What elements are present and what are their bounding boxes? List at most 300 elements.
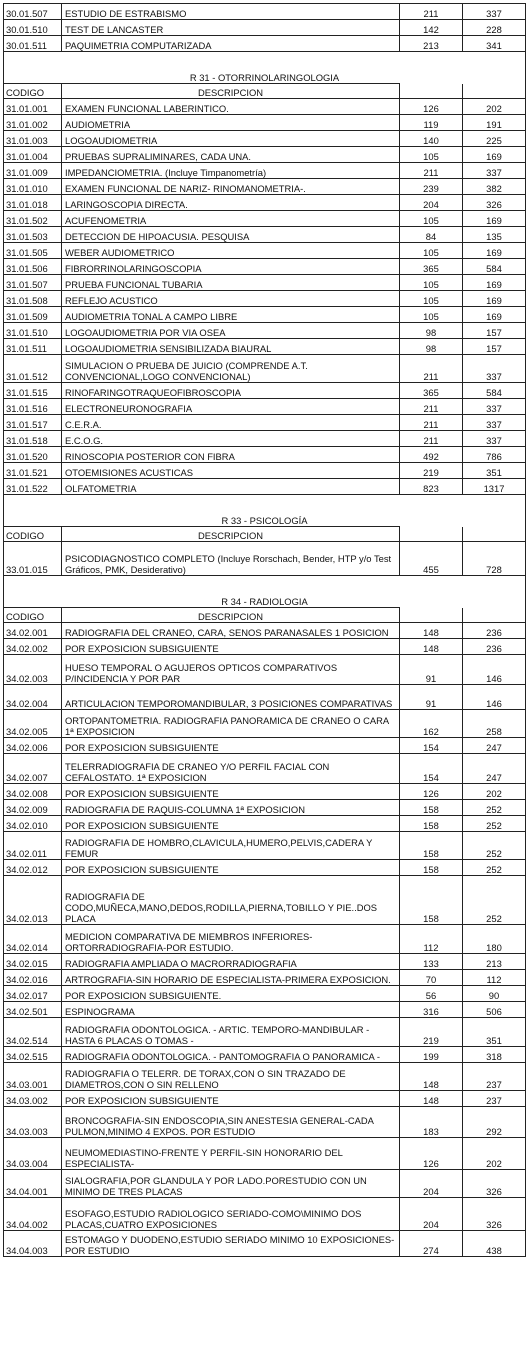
value-2-cell: 438 — [463, 1231, 526, 1257]
table-row — [4, 1047, 526, 1063]
description-cell: EXAMEN FUNCIONAL LABERINTICO. — [62, 99, 400, 115]
description-cell: PAQUIMETRIA COMPUTARIZADA — [62, 36, 400, 52]
description-cell: RADIOGRAFIA ODONTOLOGICA. - PANTOMOGRAFIA O PANORAMICA - — [62, 1047, 400, 1063]
code-cell: 34.02.008 — [4, 784, 62, 800]
description-cell: RADIOGRAFIA DE HOMBRO,CLAVICULA,HUMERO,PELVIS,CADERA Y FEMUR — [62, 832, 400, 860]
table-row — [4, 876, 526, 925]
table-row — [4, 447, 526, 463]
header-codigo: CODIGO — [4, 527, 62, 542]
value-1-cell: 211 — [400, 399, 463, 415]
value-2-cell: 236 — [463, 623, 526, 639]
code-cell: 34.02.501 — [4, 1002, 62, 1018]
value-2-cell: 351 — [463, 463, 526, 479]
description-cell: RADIOGRAFIA DEL CRANEO, CARA, SENOS PARANASALES 1 POSICION — [62, 623, 400, 639]
value-1-cell: 142 — [400, 20, 463, 36]
description-cell: RADIOGRAFIA DE CODO,MUÑECA,MANO,DEDOS,RODILLA,PIERNA,TOBILLO Y PIE..DOS PLACA — [62, 876, 400, 925]
code-cell: 34.04.001 — [4, 1170, 62, 1198]
value-1-cell: 219 — [400, 1018, 463, 1047]
description-cell: RADIOGRAFIA ODONTOLOGICA. - ARTIC. TEMPORO-MANDIBULAR - HASTA 6 PLACAS O TOMAS - — [62, 1018, 400, 1047]
section-title: R 33 - PSICOLOGÍA — [4, 511, 526, 527]
code-cell: 34.02.005 — [4, 710, 62, 738]
code-cell: 31.01.502 — [4, 211, 62, 227]
value-1-cell: 211 — [400, 415, 463, 431]
table-row — [4, 179, 526, 195]
value-1-cell: 158 — [400, 876, 463, 925]
description-cell: LOGOAUDIOMETRIA POR VIA OSEA — [62, 323, 400, 339]
header-descripcion: DESCRIPCION — [62, 608, 400, 623]
table-row — [4, 1018, 526, 1047]
value-2-cell: 506 — [463, 1002, 526, 1018]
value-2-cell: 169 — [463, 307, 526, 323]
table-row — [4, 211, 526, 227]
description-cell: ESTUDIO DE ESTRABISMO — [62, 4, 400, 20]
code-cell: 33.01.015 — [4, 542, 62, 576]
table-row — [4, 291, 526, 307]
table-row — [4, 1002, 526, 1018]
value-2-cell: 90 — [463, 986, 526, 1002]
value-1-cell: 105 — [400, 275, 463, 291]
table-row — [4, 986, 526, 1002]
code-cell: 31.01.515 — [4, 383, 62, 399]
column-header-row — [4, 527, 526, 542]
value-1-cell: 455 — [400, 542, 463, 576]
value-2-cell: 202 — [463, 99, 526, 115]
value-2-cell: 318 — [463, 1047, 526, 1063]
section-title: R 34 - RADIOLOGIA — [4, 592, 526, 608]
code-cell: 34.02.010 — [4, 816, 62, 832]
table-row — [4, 1138, 526, 1170]
value-1-cell: 133 — [400, 954, 463, 970]
description-cell: IMPEDANCIOMETRIA. (Incluye Timpanometría) — [62, 163, 400, 179]
code-cell: 31.01.509 — [4, 307, 62, 323]
value-2-cell: 146 — [463, 685, 526, 710]
value-2-cell: 202 — [463, 1138, 526, 1170]
value-1-cell: 823 — [400, 479, 463, 495]
value-2-cell: 169 — [463, 275, 526, 291]
table-row — [4, 99, 526, 115]
code-cell: 34.02.016 — [4, 970, 62, 986]
code-cell: 34.03.001 — [4, 1063, 62, 1091]
code-cell: 31.01.506 — [4, 259, 62, 275]
value-1-cell: 126 — [400, 784, 463, 800]
description-cell: SIMULACION O PRUEBA DE JUICIO (COMPRENDE A.T. CONVENCIONAL,LOGO CONVENCIONAL) — [62, 355, 400, 383]
code-cell: 31.01.507 — [4, 275, 62, 291]
code-cell: 34.03.004 — [4, 1138, 62, 1170]
code-cell: 31.01.518 — [4, 431, 62, 447]
description-cell: RADIOGRAFIA AMPLIADA O MACRORRADIOGRAFIA — [62, 954, 400, 970]
description-cell: ACUFENOMETRIA — [62, 211, 400, 227]
code-cell: 30.01.511 — [4, 36, 62, 52]
value-2-cell: 191 — [463, 115, 526, 131]
header-value-2 — [463, 527, 526, 542]
value-1-cell: 148 — [400, 623, 463, 639]
description-cell: HUESO TEMPORAL O AGUJEROS OPTICOS COMPARATIVOS P/INCIDENCIA Y POR PAR — [62, 655, 400, 685]
code-cell: 34.02.007 — [4, 754, 62, 784]
value-2-cell: 337 — [463, 399, 526, 415]
table-row — [4, 399, 526, 415]
code-cell: 31.01.516 — [4, 399, 62, 415]
value-1-cell: 119 — [400, 115, 463, 131]
value-2-cell: 237 — [463, 1063, 526, 1091]
value-2-cell: 252 — [463, 816, 526, 832]
description-cell: ARTICULACION TEMPOROMANDIBULAR, 3 POSICIONES COMPARATIVAS — [62, 685, 400, 710]
table-row — [4, 655, 526, 685]
table-row — [4, 639, 526, 655]
value-1-cell: 98 — [400, 323, 463, 339]
code-cell: 30.01.507 — [4, 4, 62, 20]
value-1-cell: 105 — [400, 211, 463, 227]
description-cell: MEDICION COMPARATIVA DE MIEMBROS INFERIORES-ORTORRADIOGRAFIA-POR ESTUDIO. — [62, 925, 400, 954]
value-2-cell: 326 — [463, 1198, 526, 1231]
value-2-cell: 225 — [463, 131, 526, 147]
value-1-cell: 148 — [400, 1063, 463, 1091]
value-1-cell: 98 — [400, 339, 463, 355]
description-cell: TEST DE LANCASTER — [62, 20, 400, 36]
header-value-2 — [463, 84, 526, 99]
table-row — [4, 463, 526, 479]
value-2-cell: 382 — [463, 179, 526, 195]
code-cell: 31.01.511 — [4, 339, 62, 355]
value-1-cell: 492 — [400, 447, 463, 463]
header-codigo: CODIGO — [4, 608, 62, 623]
table-row — [4, 970, 526, 986]
description-cell: LARINGOSCOPIA DIRECTA. — [62, 195, 400, 211]
value-1-cell: 126 — [400, 1138, 463, 1170]
value-2-cell: 786 — [463, 447, 526, 463]
table-row — [4, 339, 526, 355]
spacer-cell — [4, 52, 526, 69]
value-2-cell: 247 — [463, 754, 526, 784]
table-row — [4, 431, 526, 447]
value-1-cell: 105 — [400, 291, 463, 307]
description-cell: ORTOPANTOMETRIA. RADIOGRAFIA PANORAMICA DE CRANEO O CARA 1ª EXPOSICION — [62, 710, 400, 738]
description-cell: C.E.R.A. — [62, 415, 400, 431]
value-1-cell: 158 — [400, 800, 463, 816]
description-cell: DETECCION DE HIPOACUSIA. PESQUISA — [62, 227, 400, 243]
table-row — [4, 784, 526, 800]
value-2-cell: 337 — [463, 163, 526, 179]
code-cell: 34.02.012 — [4, 860, 62, 876]
code-cell: 31.01.510 — [4, 323, 62, 339]
description-cell: POR EXPOSICION SUBSIGUIENTE — [62, 860, 400, 876]
value-1-cell: 199 — [400, 1047, 463, 1063]
table-row — [4, 163, 526, 179]
value-2-cell: 252 — [463, 800, 526, 816]
code-cell: 31.01.010 — [4, 179, 62, 195]
code-cell: 34.02.002 — [4, 639, 62, 655]
value-2-cell: 337 — [463, 415, 526, 431]
value-1-cell: 105 — [400, 147, 463, 163]
price-table — [3, 3, 526, 1257]
value-1-cell: 70 — [400, 970, 463, 986]
description-cell: AUDIOMETRIA TONAL A CAMPO LIBRE — [62, 307, 400, 323]
code-cell: 34.03.002 — [4, 1091, 62, 1107]
value-1-cell: 148 — [400, 639, 463, 655]
value-1-cell: 204 — [400, 195, 463, 211]
table-row — [4, 1198, 526, 1231]
description-cell: SIALOGRAFIA,POR GLANDULA Y POR LADO.PORESTUDIO CON UN MINIMO DE TRES PLACAS — [62, 1170, 400, 1198]
table-row — [4, 1107, 526, 1138]
description-cell: BRONCOGRAFIA-SIN ENDOSCOPIA,SIN ANESTESIA GENERAL-CADA PULMON,MINIMO 4 EXPOS. POR ESTUDIO — [62, 1107, 400, 1138]
value-2-cell: 112 — [463, 970, 526, 986]
value-2-cell: 341 — [463, 36, 526, 52]
description-cell: ARTROGRAFIA-SIN HORARIO DE ESPECIALISTA-PRIMERA EXPOSICION. — [62, 970, 400, 986]
value-2-cell: 351 — [463, 1018, 526, 1047]
code-cell: 34.04.002 — [4, 1198, 62, 1231]
table-row — [4, 275, 526, 291]
spacer-cell — [4, 495, 526, 512]
code-cell: 31.01.503 — [4, 227, 62, 243]
table-row — [4, 832, 526, 860]
description-cell: POR EXPOSICION SUBSIGUIENTE — [62, 784, 400, 800]
code-cell: 30.01.510 — [4, 20, 62, 36]
code-cell: 34.04.003 — [4, 1231, 62, 1257]
table-row — [4, 816, 526, 832]
value-1-cell: 158 — [400, 832, 463, 860]
description-cell: PRUEBAS SUPRALIMINARES, CADA UNA. — [62, 147, 400, 163]
header-value-2 — [463, 608, 526, 623]
code-cell: 31.01.517 — [4, 415, 62, 431]
code-cell: 34.02.014 — [4, 925, 62, 954]
table-row — [4, 710, 526, 738]
description-cell: NEUMOMEDIASTINO-FRENTE Y PERFIL-SIN HONORARIO DEL ESPECIALISTA- — [62, 1138, 400, 1170]
table-row — [4, 954, 526, 970]
value-1-cell: 365 — [400, 259, 463, 275]
value-2-cell: 584 — [463, 383, 526, 399]
table-row — [4, 1170, 526, 1198]
table-row — [4, 36, 526, 52]
value-2-cell: 169 — [463, 147, 526, 163]
value-1-cell: 158 — [400, 816, 463, 832]
value-1-cell: 211 — [400, 355, 463, 383]
value-2-cell: 326 — [463, 1170, 526, 1198]
value-2-cell: 247 — [463, 738, 526, 754]
description-cell: POR EXPOSICION SUBSIGUIENTE — [62, 1091, 400, 1107]
value-1-cell: 148 — [400, 1091, 463, 1107]
description-cell: POR EXPOSICION SUBSIGUIENTE. — [62, 986, 400, 1002]
value-2-cell: 157 — [463, 339, 526, 355]
table-row — [4, 1091, 526, 1107]
description-cell: RADIOGRAFIA DE RAQUIS-COLUMNA 1ª EXPOSICION — [62, 800, 400, 816]
description-cell: ESTOMAGO Y DUODENO,ESTUDIO SERIADO MINIMO 10 EXPOSICIONES-POR ESTUDIO — [62, 1231, 400, 1257]
table-row — [4, 479, 526, 495]
value-2-cell: 252 — [463, 876, 526, 925]
table-row — [4, 323, 526, 339]
header-value-1 — [400, 608, 463, 623]
description-cell: POR EXPOSICION SUBSIGUIENTE — [62, 816, 400, 832]
description-cell: OTOEMISIONES ACUSTICAS — [62, 463, 400, 479]
value-2-cell: 337 — [463, 355, 526, 383]
section-gap — [4, 52, 526, 69]
description-cell: AUDIOMETRIA — [62, 115, 400, 131]
value-1-cell: 213 — [400, 36, 463, 52]
header-descripcion: DESCRIPCION — [62, 84, 400, 99]
value-1-cell: 91 — [400, 685, 463, 710]
value-1-cell: 365 — [400, 383, 463, 399]
value-1-cell: 91 — [400, 655, 463, 685]
table-row — [4, 1063, 526, 1091]
value-2-cell: 337 — [463, 431, 526, 447]
value-1-cell: 162 — [400, 710, 463, 738]
value-2-cell: 169 — [463, 243, 526, 259]
table-row — [4, 383, 526, 399]
description-cell: WEBER AUDIOMETRICO — [62, 243, 400, 259]
code-cell: 34.02.009 — [4, 800, 62, 816]
table-row — [4, 685, 526, 710]
description-cell: POR EXPOSICION SUBSIGUIENTE — [62, 738, 400, 754]
value-2-cell: 1317 — [463, 479, 526, 495]
header-codigo: CODIGO — [4, 84, 62, 99]
value-1-cell: 158 — [400, 860, 463, 876]
code-cell: 34.02.514 — [4, 1018, 62, 1047]
section-gap — [4, 495, 526, 512]
code-cell: 31.01.018 — [4, 195, 62, 211]
value-2-cell: 237 — [463, 1091, 526, 1107]
code-cell: 34.03.003 — [4, 1107, 62, 1138]
value-1-cell: 211 — [400, 4, 463, 20]
code-cell: 31.01.002 — [4, 115, 62, 131]
value-2-cell: 326 — [463, 195, 526, 211]
table-row — [4, 307, 526, 323]
value-2-cell: 135 — [463, 227, 526, 243]
header-value-1 — [400, 84, 463, 99]
code-cell: 31.01.505 — [4, 243, 62, 259]
section-title-row — [4, 511, 526, 527]
value-1-cell: 274 — [400, 1231, 463, 1257]
section-title-row — [4, 592, 526, 608]
code-cell: 31.01.521 — [4, 463, 62, 479]
value-2-cell: 213 — [463, 954, 526, 970]
code-cell: 31.01.508 — [4, 291, 62, 307]
code-cell: 31.01.522 — [4, 479, 62, 495]
table-row — [4, 415, 526, 431]
code-cell: 34.02.015 — [4, 954, 62, 970]
value-1-cell: 239 — [400, 179, 463, 195]
value-1-cell: 183 — [400, 1107, 463, 1138]
value-2-cell: 169 — [463, 291, 526, 307]
description-cell: FIBRORRINOLARINGOSCOPIA — [62, 259, 400, 275]
header-value-1 — [400, 527, 463, 542]
table-row — [4, 227, 526, 243]
description-cell: PSICODIAGNOSTICO COMPLETO (Incluye Rorschach, Bender, HTP y/o Test Gráficos, PMK, Desiderativo) — [62, 542, 400, 576]
value-1-cell: 211 — [400, 163, 463, 179]
column-header-row — [4, 84, 526, 99]
value-2-cell: 228 — [463, 20, 526, 36]
description-cell: ESOFAGO,ESTUDIO RADIOLOGICO SERIADO-COMO\MINIMO DOS PLACAS,CUATRO EXPOSICIONES — [62, 1198, 400, 1231]
code-cell: 34.02.011 — [4, 832, 62, 860]
value-2-cell: 180 — [463, 925, 526, 954]
table-row — [4, 925, 526, 954]
code-cell: 31.01.009 — [4, 163, 62, 179]
value-2-cell: 252 — [463, 832, 526, 860]
table-row — [4, 243, 526, 259]
code-cell: 34.02.013 — [4, 876, 62, 925]
value-2-cell: 169 — [463, 211, 526, 227]
value-1-cell: 154 — [400, 738, 463, 754]
value-1-cell: 105 — [400, 307, 463, 323]
value-2-cell: 728 — [463, 542, 526, 576]
value-2-cell: 292 — [463, 1107, 526, 1138]
value-1-cell: 316 — [400, 1002, 463, 1018]
code-cell: 34.02.006 — [4, 738, 62, 754]
code-cell: 34.02.003 — [4, 655, 62, 685]
description-cell: TELERRADIOGRAFIA DE CRANEO Y/O PERFIL FACIAL CON CEFALOSTATO. 1ª EXPOSICION — [62, 754, 400, 784]
section-title-row — [4, 68, 526, 84]
table-row — [4, 259, 526, 275]
value-2-cell: 252 — [463, 860, 526, 876]
value-2-cell: 584 — [463, 259, 526, 275]
price-table-body — [4, 4, 526, 1257]
description-cell: PRUEBA FUNCIONAL TUBARIA — [62, 275, 400, 291]
table-row — [4, 754, 526, 784]
table-row — [4, 195, 526, 211]
code-cell: 31.01.003 — [4, 131, 62, 147]
table-row — [4, 542, 526, 576]
description-cell: ELECTRONEURONOGRAFIA — [62, 399, 400, 415]
table-row — [4, 147, 526, 163]
table-row — [4, 738, 526, 754]
column-header-row — [4, 608, 526, 623]
description-cell: RINOFARINGOTRAQUEOFIBROSCOPIA — [62, 383, 400, 399]
table-row — [4, 860, 526, 876]
value-1-cell: 140 — [400, 131, 463, 147]
table-row — [4, 131, 526, 147]
value-1-cell: 204 — [400, 1170, 463, 1198]
description-cell: ESPINOGRAMA — [62, 1002, 400, 1018]
value-1-cell: 84 — [400, 227, 463, 243]
description-cell: RADIOGRAFIA O TELERR. DE TORAX,CON O SIN TRAZADO DE DIAMETROS,CON O SIN RELLENO — [62, 1063, 400, 1091]
code-cell: 34.02.515 — [4, 1047, 62, 1063]
table-row — [4, 115, 526, 131]
table-row — [4, 4, 526, 20]
value-2-cell: 236 — [463, 639, 526, 655]
table-row — [4, 355, 526, 383]
code-cell: 31.01.004 — [4, 147, 62, 163]
description-cell: LOGOAUDIOMETRIA — [62, 131, 400, 147]
code-cell: 34.02.001 — [4, 623, 62, 639]
description-cell: EXAMEN FUNCIONAL DE NARIZ- RINOMANOMETRIA-. — [62, 179, 400, 195]
value-1-cell: 219 — [400, 463, 463, 479]
description-cell: REFLEJO ACUSTICO — [62, 291, 400, 307]
table-row — [4, 623, 526, 639]
value-1-cell: 204 — [400, 1198, 463, 1231]
value-2-cell: 258 — [463, 710, 526, 738]
table-row — [4, 20, 526, 36]
description-cell: POR EXPOSICION SUBSIGUIENTE — [62, 639, 400, 655]
value-2-cell: 202 — [463, 784, 526, 800]
value-2-cell: 157 — [463, 323, 526, 339]
value-1-cell: 56 — [400, 986, 463, 1002]
section-gap — [4, 576, 526, 593]
code-cell: 34.02.004 — [4, 685, 62, 710]
value-2-cell: 146 — [463, 655, 526, 685]
value-1-cell: 211 — [400, 431, 463, 447]
section-title: R 31 - OTORRINOLARINGOLOGIA — [4, 68, 526, 84]
value-1-cell: 112 — [400, 925, 463, 954]
value-1-cell: 126 — [400, 99, 463, 115]
code-cell: 34.02.017 — [4, 986, 62, 1002]
spacer-cell — [4, 576, 526, 593]
description-cell: E.C.O.G. — [62, 431, 400, 447]
description-cell: OLFATOMETRIA — [62, 479, 400, 495]
table-row — [4, 1231, 526, 1257]
value-1-cell: 105 — [400, 243, 463, 259]
code-cell: 31.01.001 — [4, 99, 62, 115]
description-cell: RINOSCOPIA POSTERIOR CON FIBRA — [62, 447, 400, 463]
value-1-cell: 154 — [400, 754, 463, 784]
code-cell: 31.01.512 — [4, 355, 62, 383]
header-descripcion: DESCRIPCION — [62, 527, 400, 542]
